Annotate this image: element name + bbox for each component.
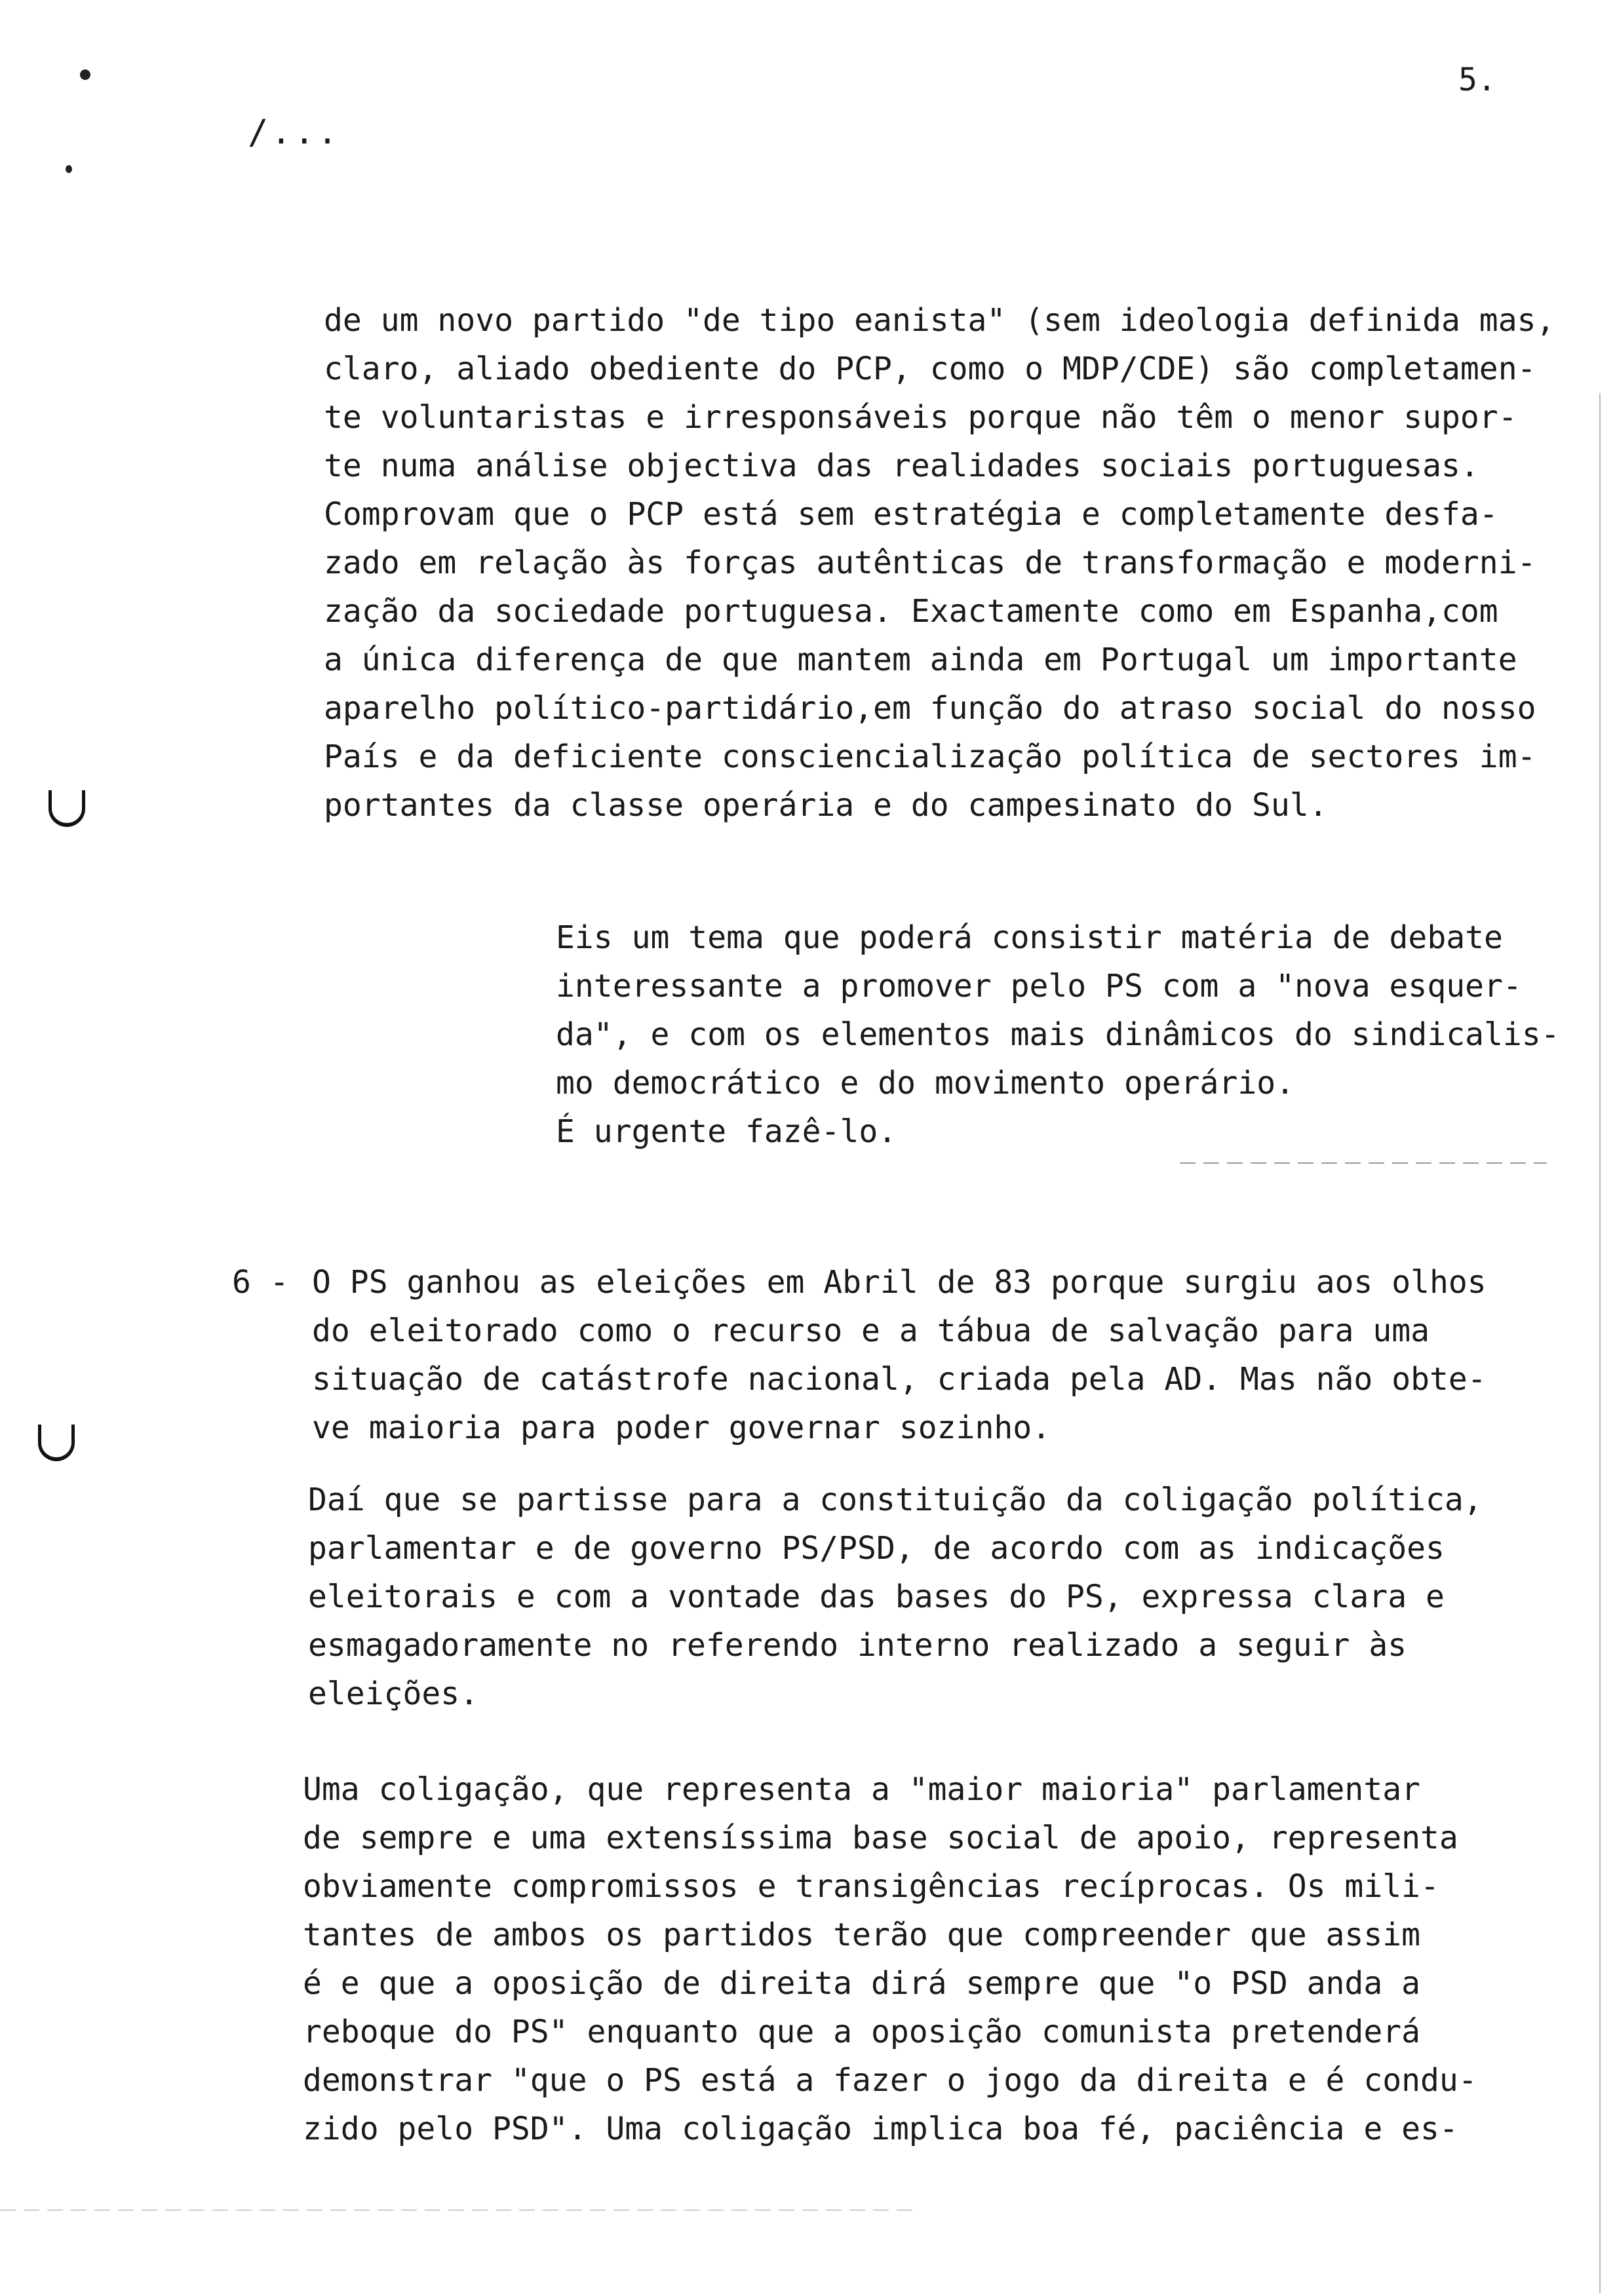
scan-speck: [80, 69, 90, 80]
text-line: zação da sociedade portuguesa. Exactamente como em Espanha,com: [324, 593, 1498, 630]
text-line: te voluntaristas e irresponsáveis porque não têm o menor supor-: [324, 399, 1517, 436]
text-line: zado em relação às forças autênticas de transformação e moderni-: [324, 545, 1536, 581]
scan-speck: [66, 165, 72, 173]
scan-bottom-edge: [0, 2210, 918, 2211]
scan-edge-line: [1599, 393, 1601, 2293]
scan-underline: [1180, 1162, 1547, 1164]
text-line: é e que a oposição de direita dirá sempre que "o PSD anda a: [303, 1965, 1421, 2002]
punch-hole-mark: [38, 1425, 75, 1461]
text-line: esmagadoramente no referendo interno realizado a seguir às: [308, 1627, 1407, 1664]
paragraph-5: [303, 1765, 1477, 2153]
text-line: País e da deficiente consciencialização política de sectores im-: [324, 738, 1536, 775]
text-line: de sempre e uma extensíssima base social de apoio, representa: [303, 1820, 1458, 1856]
text-line: portantes da classe operária e do campesinato do Sul.: [324, 787, 1328, 824]
text-line: parlamentar e de governo PS/PSD, de acordo com as indicações: [308, 1530, 1445, 1567]
text-line: interessante a promover pelo PS com a "nova esquer-: [556, 968, 1522, 1004]
text-line: te numa análise objectiva das realidades sociais portuguesas.: [324, 448, 1479, 484]
text-line: da", e com os elementos mais dinâmicos do sindicalis-: [556, 1016, 1560, 1053]
text-line: obviamente compromissos e transigências recíprocas. Os mili-: [303, 1868, 1439, 1905]
text-line: Daí que se partisse para a constituição da coligação política,: [308, 1482, 1483, 1518]
text-line: É urgente fazê-lo.: [556, 1113, 897, 1150]
text-line: O PS ganhou as eleições em Abril de 83 porque surgiu aos olhos: [312, 1264, 1487, 1301]
text-line: reboque do PS" enquanto que a oposição comunista pretenderá: [303, 2014, 1421, 2050]
paragraph-1: [324, 296, 1555, 830]
paragraph-4: [308, 1476, 1483, 1718]
text-line: mo democrático e do movimento operário.: [556, 1065, 1295, 1101]
text-line: de um novo partido "de tipo eanista" (sem ideologia definida mas,: [324, 302, 1555, 339]
item-number: 6 -: [232, 1264, 289, 1301]
text-line: zido pelo PSD". Uma coligação implica boa fé, paciência e es-: [303, 2111, 1458, 2147]
text-line: a única diferença de que mantem ainda em Portugal um importante: [324, 641, 1517, 678]
punch-hole-mark: [49, 790, 85, 827]
text-line: Eis um tema que poderá consistir matéria de debate: [556, 919, 1503, 956]
continuation-mark: /...: [248, 113, 341, 152]
text-line: demonstrar "que o PS está a fazer o jogo da direita e é condu-: [303, 2062, 1477, 2099]
text-line: Comprovam que o PCP está sem estratégia e completamente desfa-: [324, 496, 1498, 533]
text-line: claro, aliado obediente do PCP, como o MDP/CDE) são completamen-: [324, 351, 1536, 387]
paragraph-2: [556, 913, 1560, 1156]
text-line: aparelho político-partidário,em função do atraso social do nosso: [324, 690, 1536, 727]
paragraph-3: [312, 1258, 1487, 1452]
page-number: 5.: [1458, 62, 1496, 98]
text-line: do eleitorado como o recurso e a tábua de salvação para uma: [312, 1312, 1430, 1349]
text-line: Uma coligação, que representa a "maior maioria" parlamentar: [303, 1771, 1421, 1808]
text-line: situação de catástrofe nacional, criada pela AD. Mas não obte-: [312, 1361, 1487, 1398]
text-line: eleitorais e com a vontade das bases do PS, expressa clara e: [308, 1578, 1445, 1615]
text-line: tantes de ambos os partidos terão que compreender que assim: [303, 1917, 1421, 1953]
text-line: eleições.: [308, 1675, 479, 1712]
text-line: ve maioria para poder governar sozinho.: [312, 1409, 1051, 1446]
